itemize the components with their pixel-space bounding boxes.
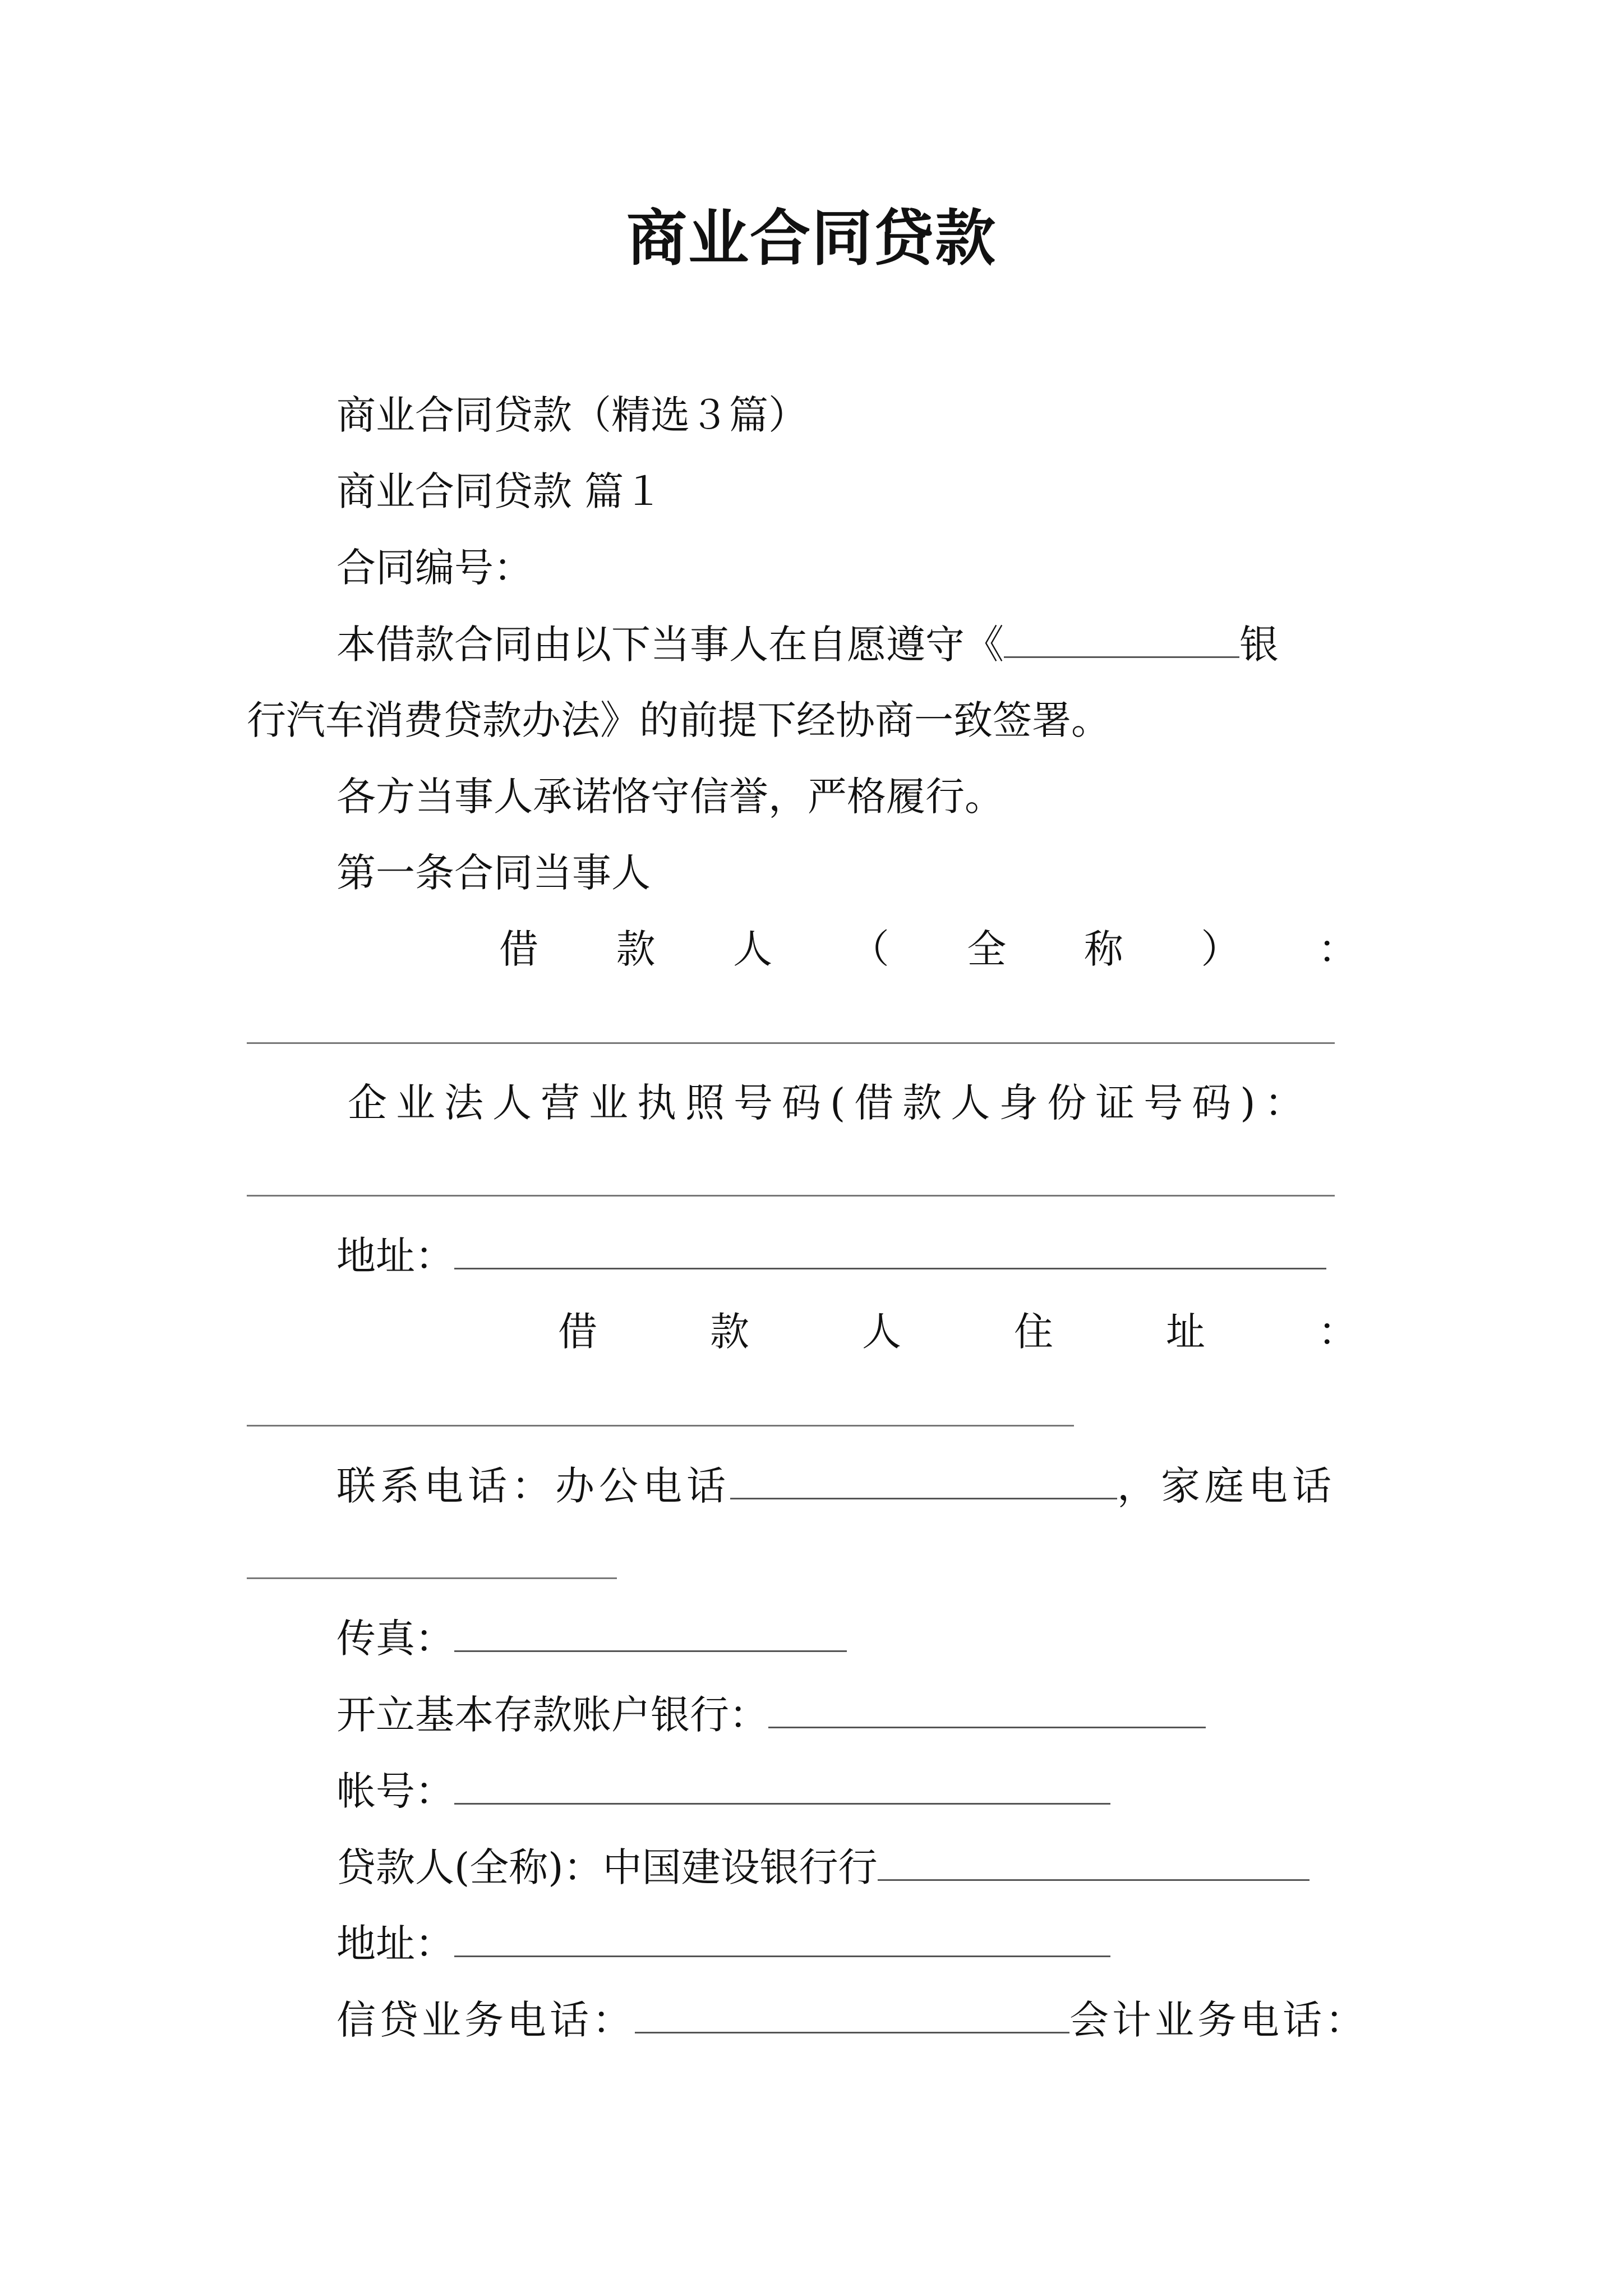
borrower-address-char: 人 — [862, 1309, 901, 1355]
part-heading: 商业合同贷款 篇１ — [336, 468, 663, 514]
borrower-name-char: （ — [850, 926, 889, 972]
borrower-name-char: 人 — [733, 926, 773, 972]
credit-phone-blank[interactable] — [635, 1991, 1069, 2033]
lender-address-blank[interactable] — [454, 1915, 1110, 1957]
intro-text-b: 银 — [1239, 622, 1279, 668]
borrower-address-char: 住 — [1014, 1309, 1053, 1355]
lender-address-label: 地址： — [336, 1921, 454, 1967]
account-line — [336, 1763, 1110, 1819]
account-blank[interactable] — [454, 1763, 1110, 1805]
address-blank[interactable] — [454, 1227, 1326, 1269]
account-label: 帐号： — [336, 1768, 454, 1814]
article-heading: 第一条合同当事人 — [336, 850, 651, 896]
document-title: 商业合同贷款 — [626, 203, 997, 274]
borrower-address-char: 借 — [558, 1309, 597, 1355]
phone-line — [336, 1457, 1336, 1514]
bank-blank[interactable] — [768, 1686, 1206, 1728]
lender-line — [336, 1839, 1310, 1895]
borrower-name-char: ： — [1317, 926, 1357, 972]
subtitle-line: 商业合同贷款（精选３篇） — [336, 392, 808, 438]
borrower-name-char: 称 — [1083, 926, 1123, 972]
borrower-address-label — [558, 1304, 1357, 1360]
borrower-name-label — [499, 921, 1357, 977]
bank-label: 开立基本存款账户银行： — [336, 1692, 768, 1738]
borrower-name-char: 全 — [967, 926, 1007, 972]
bank-name-blank[interactable] — [1004, 616, 1239, 658]
borrower-address-blank[interactable] — [247, 1425, 1074, 1427]
office-phone-label: 联系电话：办公电话 — [336, 1463, 730, 1509]
address-label: 地址： — [336, 1233, 454, 1279]
address-line-1 — [336, 1227, 1326, 1284]
intro-line-1 — [336, 616, 1279, 673]
borrower-name-char: 款 — [616, 926, 656, 972]
office-phone-blank[interactable] — [730, 1457, 1117, 1499]
license-label: 企业法人营业执照号码(借款人身份证号码)： — [348, 1080, 1313, 1126]
accounting-phone-label: 会计业务电话： — [1069, 1997, 1368, 2043]
home-phone-label: ，家庭电话 — [1117, 1463, 1336, 1509]
fax-label: 传真： — [336, 1616, 454, 1662]
business-phone-line — [336, 1991, 1368, 2048]
lender-blank[interactable] — [878, 1839, 1310, 1881]
fax-line — [336, 1610, 847, 1667]
address-line-2 — [336, 1915, 1110, 1972]
promise-line: 各方当事人承诺恪守信誉，严格履行。 — [336, 774, 1004, 820]
bank-line — [336, 1686, 1206, 1743]
license-blank[interactable] — [247, 1195, 1335, 1197]
borrower-name-char: ） — [1201, 926, 1241, 972]
borrower-name-char: 借 — [499, 926, 538, 972]
intro-line-2: 行汽车消费贷款办法》的前提下经协商一致签署。 — [247, 697, 1110, 743]
borrower-address-char: ： — [1318, 1309, 1357, 1355]
borrower-address-char: 址 — [1166, 1309, 1205, 1355]
intro-text-a: 本借款合同由以下当事人在自愿遵守《 — [336, 622, 1004, 668]
home-phone-blank[interactable] — [247, 1577, 617, 1579]
fax-blank[interactable] — [454, 1610, 847, 1652]
borrower-address-char: 款 — [710, 1309, 749, 1355]
contract-number-label: 合同编号： — [336, 545, 533, 591]
credit-phone-label: 信贷业务电话： — [336, 1997, 635, 2043]
lender-label: 贷款人(全称)：中国建设银行行 — [336, 1844, 878, 1890]
borrower-name-blank[interactable] — [247, 1042, 1335, 1044]
